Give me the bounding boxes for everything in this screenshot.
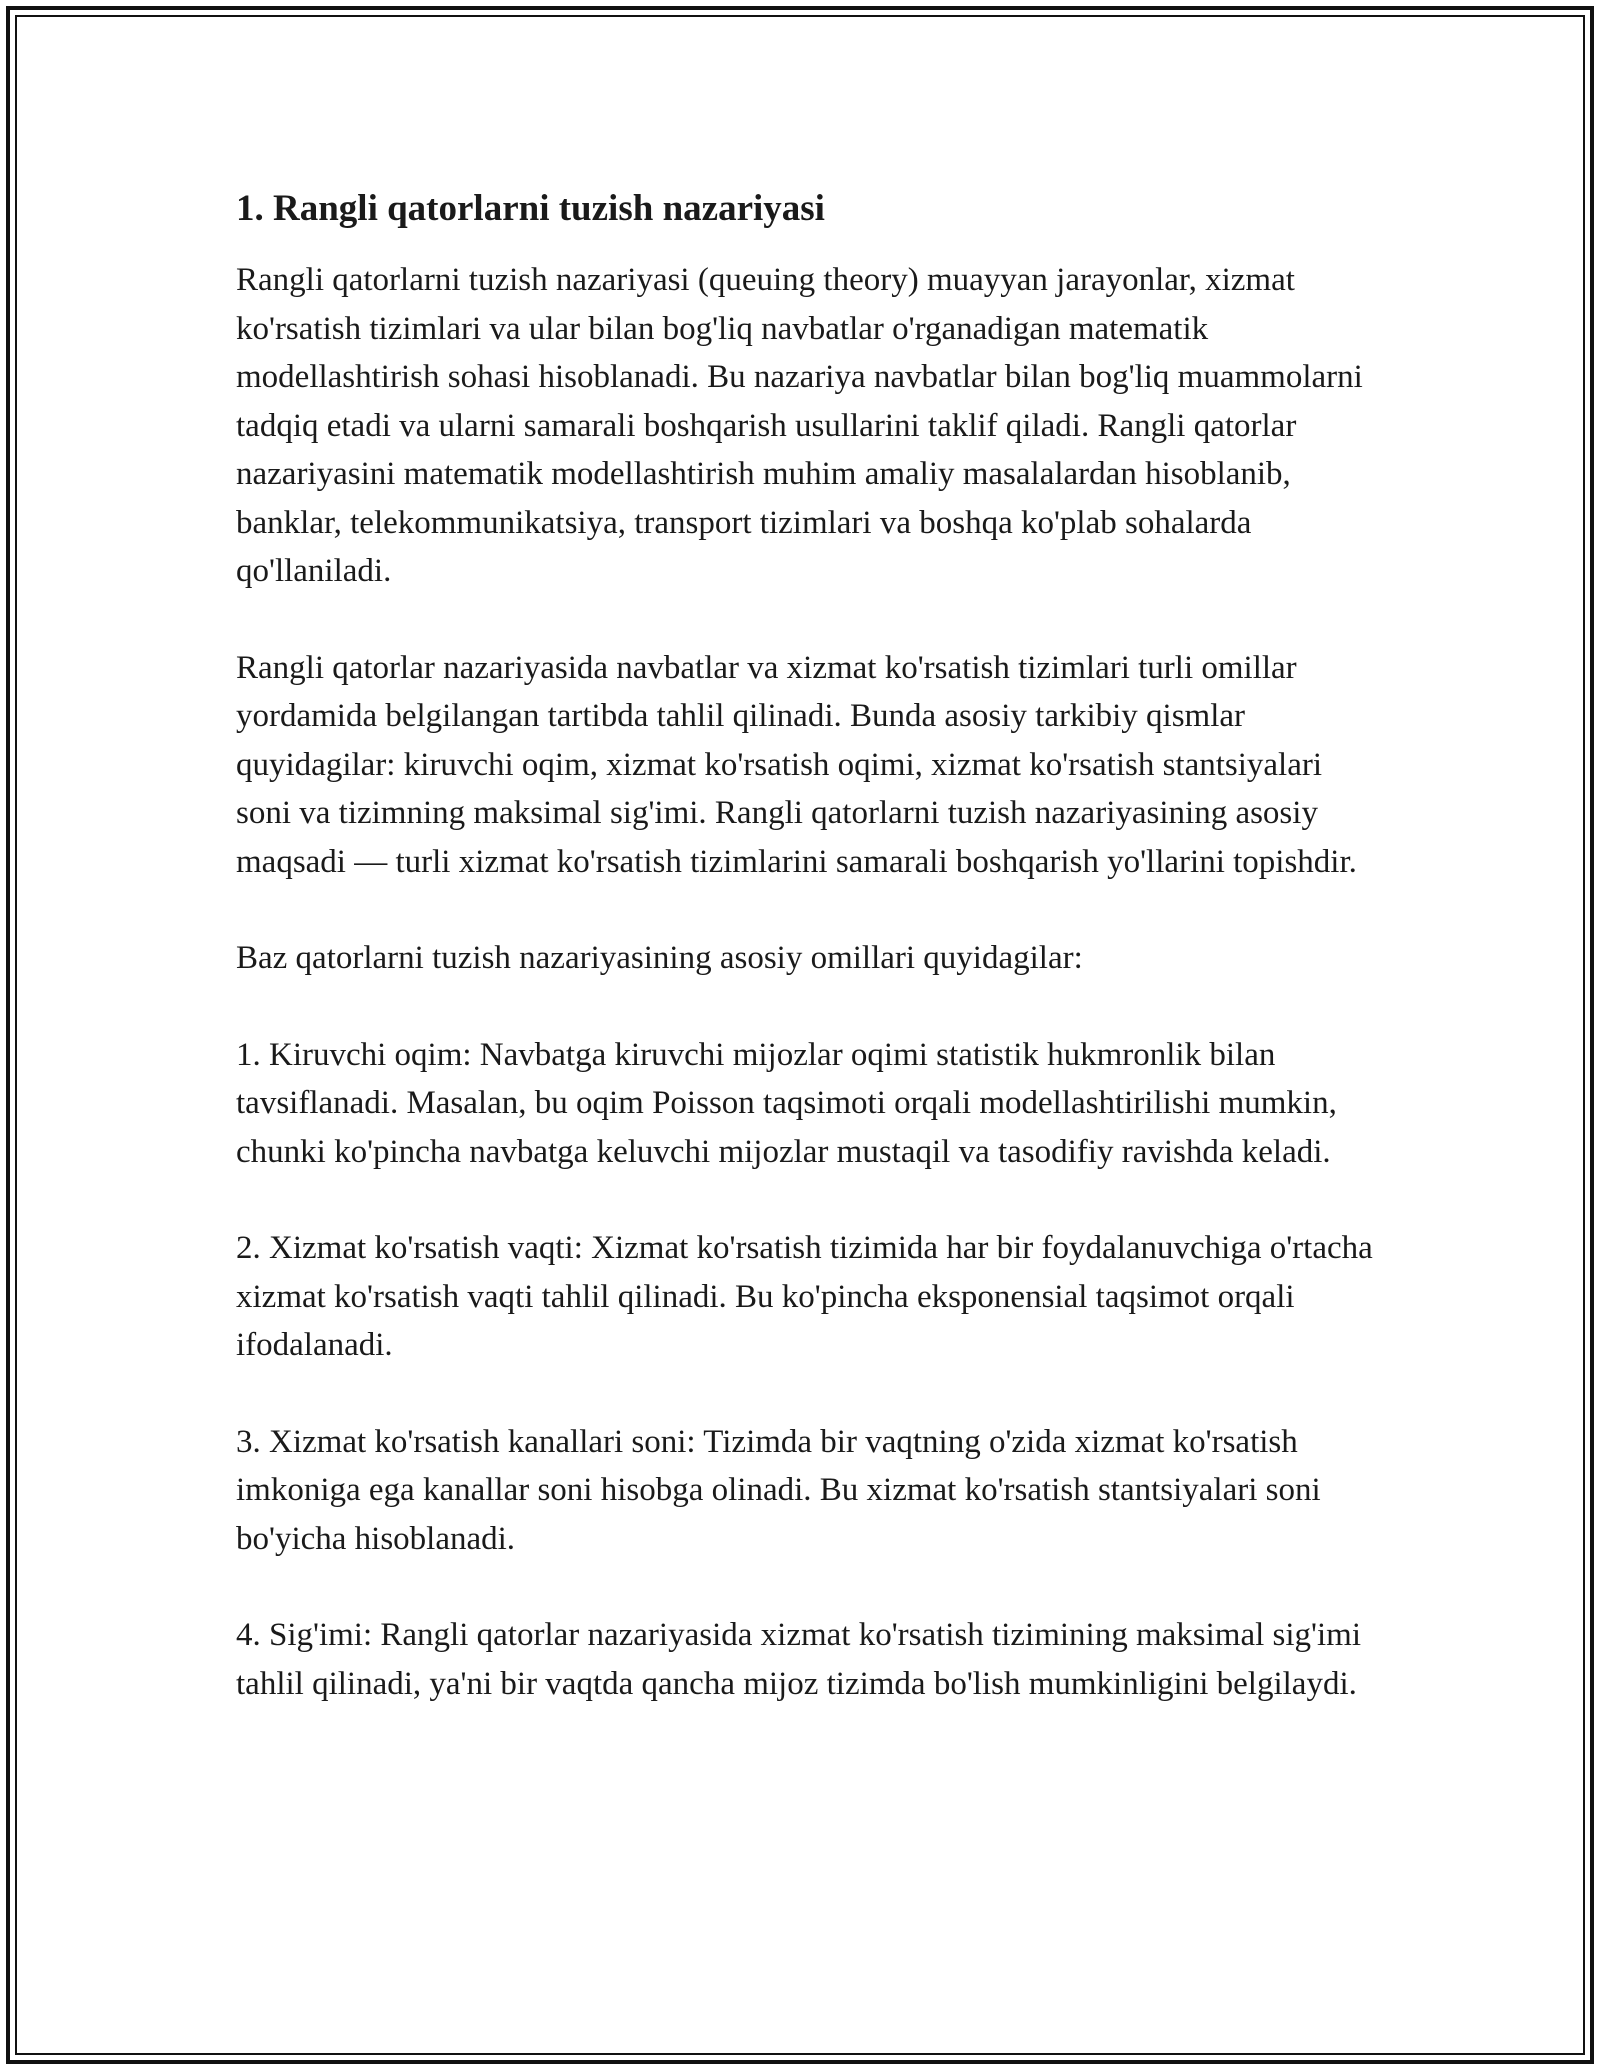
document-body — [236, 186, 1376, 1708]
list-item-capacity: 4. Sig'imi: Rangli qatorlar nazariyasida xizmat ko'rsatish tizimining maksimal sig'imi tahlil qilinadi, ya'ni bir vaqtda qancha mijoz tizimda bo'lish mumkinligini belgilaydi. — [236, 1617, 1361, 1702]
paragraph-factors-lead: Baz qatorlarni tuzish nazariyasining asosiy omillari quyidagilar: — [236, 940, 1083, 976]
paragraph-intro: Rangli qatorlarni tuzish nazariyasi (queuing theory) muayyan jarayonlar, xizmat ko'rsatish tizimlari va ular bilan bog'liq navbatlar o'rganadigan matematik modellashtirish sohasi hisoblanadi. Bu nazariya navbatlar bilan bog'liq muammolarni tadqiq etadi va ularni samarali boshqarish usullarini taklif qiladi. Rangli qatorlar nazariyasini matematik modellashtirish muhim amaliy masalalardan hisoblanib, banklar, telekommunikatsiya, transport tizimlari va boshqa ko'plab sohalarda qo'llaniladi. — [236, 262, 1363, 589]
section-heading: 1. Rangli qatorlarni tuzish nazariyasi — [236, 188, 825, 229]
list-item-service-time: 2. Xizmat ko'rsatish vaqti: Xizmat ko'rsatish tizimida har bir foydalanuvchiga o'rtacha xizmat ko'rsatish vaqti tahlil qilinadi. Bu ko'pincha eksponensial taqsimot orqali ifodalanadi. — [236, 1230, 1373, 1363]
list-item-channels: 3. Xizmat ko'rsatish kanallari soni: Tizimda bir vaqtning o'zida xizmat ko'rsatish imkoniga ega kanallar soni hisobga olinadi. Bu xizmat ko'rsatish stantsiyalari soni bo'yicha hisoblanadi. — [236, 1423, 1321, 1557]
paragraph-components: Rangli qatorlar nazariyasida navbatlar va xizmat ko'rsatish tizimlari turli omillar yordamida belgilangan tartibda tahlil qilinadi. Bunda asosiy tarkibiy qismlar quyidagilar: kiruvchi oqim, xizmat ko'rsatish oqimi, xizmat ko'rsatish stantsiyalari soni va tizimning maksimal sig'imi. Rangli qatorlarni tuzish nazariyasining asosiy maqsadi — turli xizmat ko'rsatish tizimlarini samarali boshqarish yo'llarini topishdir. — [236, 649, 1357, 880]
list-item-incoming-flow: 1. Kiruvchi oqim: Navbatga kiruvchi mijozlar oqimi statistik hukmronlik bilan tavsiflanadi. Masalan, bu oqim Poisson taqsimoti orqali modellashtirilishi mumkin, chunki ko'pincha navbatga keluvchi mijozlar mustaqil va tasodifiy ravishda keladi. — [236, 1036, 1337, 1170]
